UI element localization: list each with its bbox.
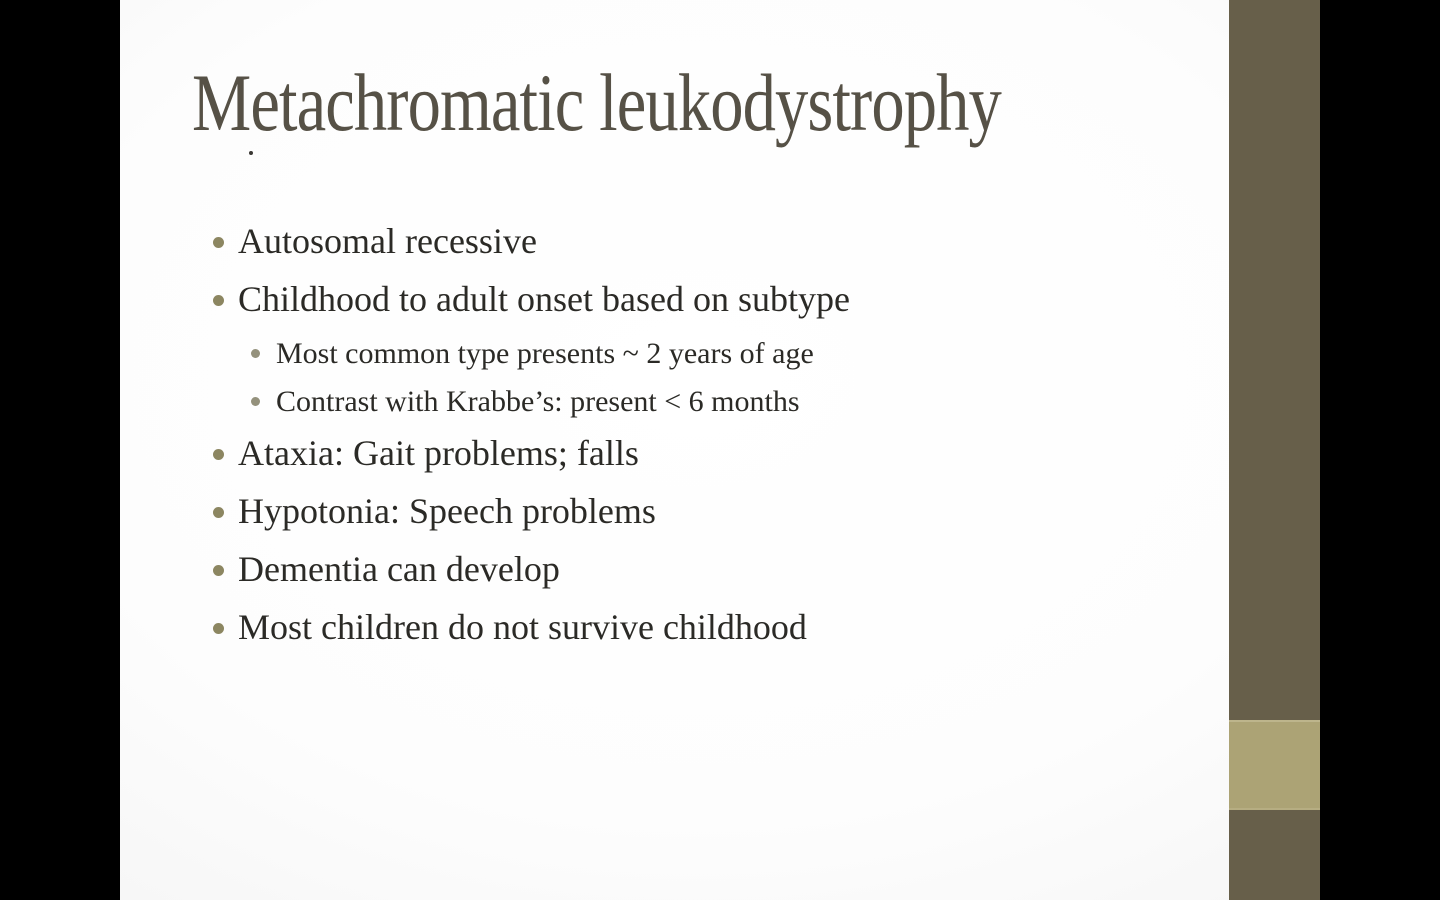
accent-square <box>1229 720 1320 810</box>
bullet-item <box>120 213 1180 271</box>
bullet-dot-icon <box>213 295 224 306</box>
bullet-dot-icon <box>213 507 224 518</box>
letterbox-right <box>1320 0 1440 900</box>
sub-bullet-dot-icon <box>251 349 260 358</box>
sub-bullet-text: Most common type presents ~ 2 years of age <box>276 336 814 370</box>
bullet-text: Dementia can develop <box>238 549 560 590</box>
slide <box>120 0 1320 900</box>
bullet-text: Hypotonia: Speech problems <box>238 491 656 532</box>
bullet-item <box>120 599 1180 657</box>
bullet-text: Ataxia: Gait problems; falls <box>238 433 639 474</box>
bullet-dot-icon <box>213 449 224 460</box>
bullet-item <box>120 541 1180 599</box>
bullet-list <box>120 213 1180 657</box>
sub-bullet-dot-icon <box>251 397 260 406</box>
bullet-item <box>120 425 1180 483</box>
bullet-item <box>120 483 1180 541</box>
bullet-text: Most children do not survive childhood <box>238 607 807 648</box>
sub-bullet-item <box>120 329 1180 377</box>
bullet-item <box>120 271 1180 329</box>
bullet-dot-icon <box>213 237 224 248</box>
bullet-dot-icon <box>213 565 224 576</box>
bullet-text: Autosomal recessive <box>238 221 537 262</box>
accent-band <box>1229 0 1320 900</box>
stray-mark-dot <box>249 151 253 155</box>
sub-bullet-text: Contrast with Krabbe’s: present < 6 months <box>276 384 800 418</box>
bullet-dot-icon <box>213 623 224 634</box>
letterbox-left <box>0 0 120 900</box>
slide-title: Metachromatic leukodystrophy <box>192 58 1001 149</box>
bullet-text: Childhood to adult onset based on subtype <box>238 279 850 320</box>
sub-bullet-item <box>120 377 1180 425</box>
